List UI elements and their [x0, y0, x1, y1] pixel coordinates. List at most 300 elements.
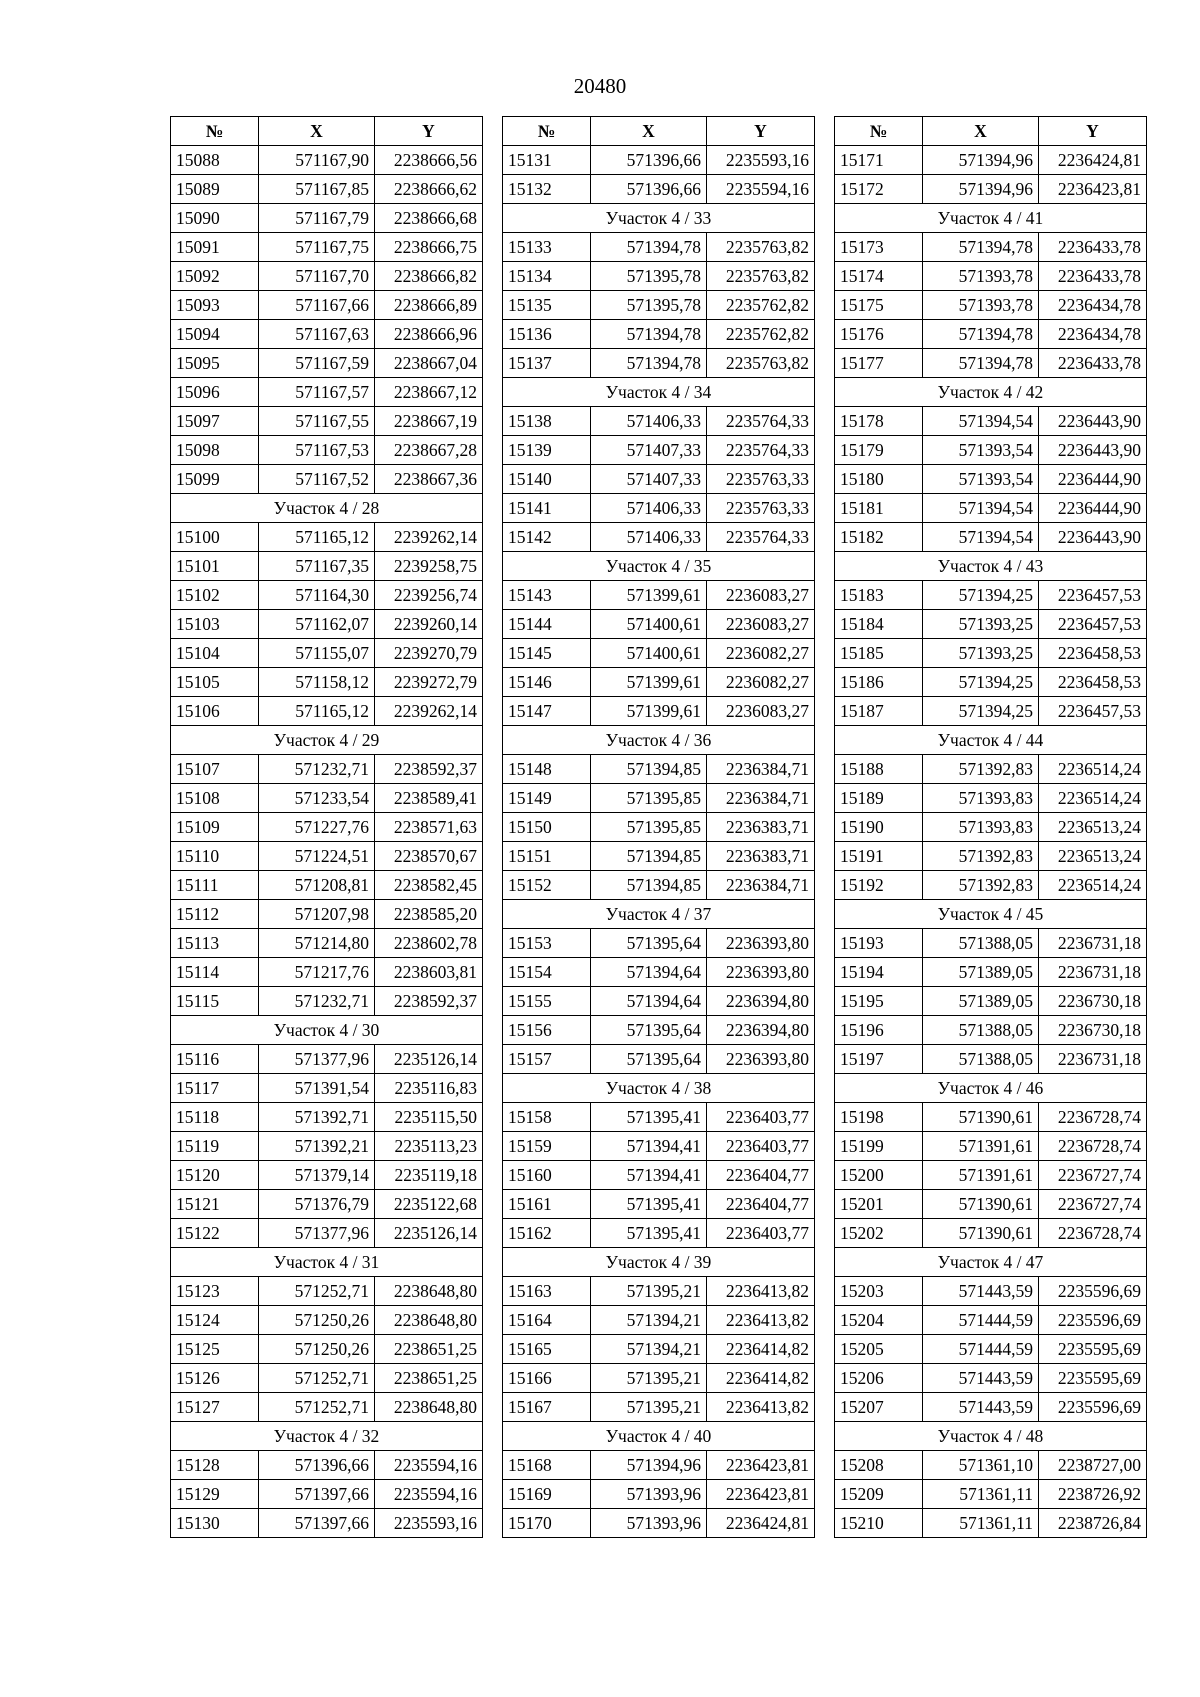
point-number: 15113 — [171, 929, 259, 958]
table-row — [835, 755, 1147, 784]
table-row — [503, 1045, 815, 1074]
table-row — [171, 204, 483, 233]
coord-x: 571208,81 — [259, 871, 375, 900]
coord-x: 571392,83 — [923, 755, 1039, 784]
table-header-row — [171, 117, 483, 146]
point-number: 15161 — [503, 1190, 591, 1219]
point-number: 15173 — [835, 233, 923, 262]
coord-y: 2238667,12 — [375, 378, 483, 407]
coord-x: 571397,66 — [259, 1509, 375, 1538]
table-row — [503, 668, 815, 697]
coord-x: 571400,61 — [591, 610, 707, 639]
table-row — [835, 465, 1147, 494]
coord-x: 571394,85 — [591, 871, 707, 900]
table-row — [503, 436, 815, 465]
coord-x: 571395,21 — [591, 1277, 707, 1306]
table-header-row — [503, 117, 815, 146]
point-number: 15210 — [835, 1509, 923, 1538]
coord-x: 571396,66 — [591, 146, 707, 175]
table-row — [835, 1103, 1147, 1132]
coord-y: 2235594,16 — [375, 1480, 483, 1509]
coord-x: 571165,12 — [259, 523, 375, 552]
coord-x: 571443,59 — [923, 1364, 1039, 1393]
point-number: 15108 — [171, 784, 259, 813]
coord-x: 571167,90 — [259, 146, 375, 175]
coord-x: 571388,05 — [923, 1016, 1039, 1045]
section-title: Участок 4 / 34 — [503, 378, 815, 407]
table-row — [171, 146, 483, 175]
point-number: 15188 — [835, 755, 923, 784]
point-number: 15138 — [503, 407, 591, 436]
point-number: 15164 — [503, 1306, 591, 1335]
coord-y: 2236433,78 — [1039, 233, 1147, 262]
point-number: 15141 — [503, 494, 591, 523]
table-row — [835, 1190, 1147, 1219]
coord-x: 571389,05 — [923, 958, 1039, 987]
table-row — [835, 494, 1147, 523]
table-row — [835, 146, 1147, 175]
coord-y: 2235596,69 — [1039, 1306, 1147, 1335]
coord-x: 571167,53 — [259, 436, 375, 465]
table-row — [503, 755, 815, 784]
coord-x: 571162,07 — [259, 610, 375, 639]
table-row — [835, 1393, 1147, 1422]
table-row — [503, 262, 815, 291]
point-number: 15198 — [835, 1103, 923, 1132]
section-row — [503, 726, 815, 755]
section-title: Участок 4 / 28 — [171, 494, 483, 523]
coord-y: 2235763,82 — [707, 262, 815, 291]
point-number: 15153 — [503, 929, 591, 958]
coord-y: 2235122,68 — [375, 1190, 483, 1219]
point-number: 15111 — [171, 871, 259, 900]
coord-y: 2236731,18 — [1039, 958, 1147, 987]
coord-y: 2238602,78 — [375, 929, 483, 958]
table-row — [171, 755, 483, 784]
coord-y: 2235763,82 — [707, 233, 815, 262]
table-row — [503, 1161, 815, 1190]
point-number: 15100 — [171, 523, 259, 552]
table-row — [835, 291, 1147, 320]
coord-x: 571394,96 — [923, 175, 1039, 204]
coord-y: 2236404,77 — [707, 1190, 815, 1219]
header-y: Y — [375, 117, 483, 146]
point-number: 15160 — [503, 1161, 591, 1190]
table-row — [171, 929, 483, 958]
table-row — [835, 1509, 1147, 1538]
section-row — [835, 1074, 1147, 1103]
coord-y: 2239270,79 — [375, 639, 483, 668]
point-number: 15140 — [503, 465, 591, 494]
table-row — [171, 262, 483, 291]
table-row — [171, 1103, 483, 1132]
table-row — [835, 1277, 1147, 1306]
section-title: Участок 4 / 43 — [835, 552, 1147, 581]
point-number: 15193 — [835, 929, 923, 958]
coord-y: 2238666,75 — [375, 233, 483, 262]
coord-x: 571165,12 — [259, 697, 375, 726]
table-row — [503, 1219, 815, 1248]
coord-x: 571394,96 — [591, 1451, 707, 1480]
point-number: 15178 — [835, 407, 923, 436]
table-row — [503, 581, 815, 610]
point-number: 15129 — [171, 1480, 259, 1509]
table-row — [171, 900, 483, 929]
coord-y: 2236443,90 — [1039, 436, 1147, 465]
coord-x: 571167,35 — [259, 552, 375, 581]
coord-y: 2236393,80 — [707, 958, 815, 987]
coord-y: 2238592,37 — [375, 987, 483, 1016]
coord-x: 571392,71 — [259, 1103, 375, 1132]
table-row — [503, 146, 815, 175]
coord-x: 571391,61 — [923, 1132, 1039, 1161]
point-number: 15179 — [835, 436, 923, 465]
coord-x: 571158,12 — [259, 668, 375, 697]
table-row — [171, 1190, 483, 1219]
coord-y: 2236513,24 — [1039, 842, 1147, 871]
section-title: Участок 4 / 44 — [835, 726, 1147, 755]
point-number: 15158 — [503, 1103, 591, 1132]
table-row — [835, 1451, 1147, 1480]
section-row — [835, 378, 1147, 407]
table-row — [503, 349, 815, 378]
coord-x: 571250,26 — [259, 1306, 375, 1335]
point-number: 15088 — [171, 146, 259, 175]
coord-x: 571394,54 — [923, 407, 1039, 436]
section-row — [503, 1074, 815, 1103]
coord-y: 2239262,14 — [375, 697, 483, 726]
coord-x: 571164,30 — [259, 581, 375, 610]
point-number: 15096 — [171, 378, 259, 407]
coord-y: 2236423,81 — [1039, 175, 1147, 204]
coord-x: 571395,21 — [591, 1364, 707, 1393]
section-title: Участок 4 / 47 — [835, 1248, 1147, 1277]
coord-x: 571167,66 — [259, 291, 375, 320]
coord-x: 571395,41 — [591, 1219, 707, 1248]
point-number: 15146 — [503, 668, 591, 697]
table-row — [835, 1219, 1147, 1248]
coord-y: 2235595,69 — [1039, 1335, 1147, 1364]
point-number: 15136 — [503, 320, 591, 349]
coord-y: 2239256,74 — [375, 581, 483, 610]
point-number: 15192 — [835, 871, 923, 900]
coord-y: 2238666,56 — [375, 146, 483, 175]
coord-x: 571252,71 — [259, 1277, 375, 1306]
point-number: 15137 — [503, 349, 591, 378]
coord-x: 571395,41 — [591, 1103, 707, 1132]
coord-x: 571393,96 — [591, 1509, 707, 1538]
coord-y: 2238582,45 — [375, 871, 483, 900]
point-number: 15092 — [171, 262, 259, 291]
point-number: 15184 — [835, 610, 923, 639]
coord-x: 571392,83 — [923, 842, 1039, 871]
table-row — [171, 233, 483, 262]
table-row — [835, 1132, 1147, 1161]
table-row — [171, 958, 483, 987]
coord-x: 571379,14 — [259, 1161, 375, 1190]
coord-x: 571217,76 — [259, 958, 375, 987]
section-title: Участок 4 / 45 — [835, 900, 1147, 929]
point-number: 15128 — [171, 1451, 259, 1480]
table-row — [835, 262, 1147, 291]
point-number: 15118 — [171, 1103, 259, 1132]
coord-x: 571394,21 — [591, 1306, 707, 1335]
section-row — [503, 552, 815, 581]
coord-x: 571393,78 — [923, 291, 1039, 320]
point-number: 15114 — [171, 958, 259, 987]
coord-y: 2236444,90 — [1039, 494, 1147, 523]
point-number: 15144 — [503, 610, 591, 639]
coord-x: 571394,78 — [591, 233, 707, 262]
coord-y: 2239258,75 — [375, 552, 483, 581]
point-number: 15183 — [835, 581, 923, 610]
table-row — [503, 697, 815, 726]
coord-x: 571167,79 — [259, 204, 375, 233]
table-row — [171, 436, 483, 465]
coord-y: 2236730,18 — [1039, 1016, 1147, 1045]
coord-x: 571232,71 — [259, 755, 375, 784]
point-number: 15175 — [835, 291, 923, 320]
coord-x: 571167,75 — [259, 233, 375, 262]
coord-x: 571393,25 — [923, 639, 1039, 668]
point-number: 15157 — [503, 1045, 591, 1074]
point-number: 15185 — [835, 639, 923, 668]
coord-y: 2235126,14 — [375, 1045, 483, 1074]
coord-x: 571406,33 — [591, 494, 707, 523]
coord-x: 571394,85 — [591, 842, 707, 871]
point-number: 15142 — [503, 523, 591, 552]
coord-y: 2235764,33 — [707, 407, 815, 436]
table-row — [171, 697, 483, 726]
section-title: Участок 4 / 31 — [171, 1248, 483, 1277]
coord-x: 571377,96 — [259, 1045, 375, 1074]
table-row — [503, 1016, 815, 1045]
coordinates-table-left — [170, 116, 483, 1538]
coord-x: 571444,59 — [923, 1306, 1039, 1335]
table-row — [171, 1364, 483, 1393]
coord-x: 571393,78 — [923, 262, 1039, 291]
coord-y: 2235763,33 — [707, 494, 815, 523]
table-row — [171, 784, 483, 813]
table-row — [171, 1306, 483, 1335]
point-number: 15117 — [171, 1074, 259, 1103]
coord-x: 571394,41 — [591, 1132, 707, 1161]
point-number: 15135 — [503, 291, 591, 320]
coord-y: 2236393,80 — [707, 929, 815, 958]
table-row — [503, 320, 815, 349]
table-row — [171, 320, 483, 349]
coord-x: 571361,11 — [923, 1480, 1039, 1509]
point-number: 15120 — [171, 1161, 259, 1190]
coord-x: 571395,85 — [591, 784, 707, 813]
coord-y: 2236083,27 — [707, 697, 815, 726]
section-row — [171, 1016, 483, 1045]
point-number: 15208 — [835, 1451, 923, 1480]
point-number: 15139 — [503, 436, 591, 465]
coord-y: 2236458,53 — [1039, 668, 1147, 697]
coord-y: 2236514,24 — [1039, 784, 1147, 813]
coord-x: 571394,25 — [923, 581, 1039, 610]
coord-y: 2235116,83 — [375, 1074, 483, 1103]
point-number: 15170 — [503, 1509, 591, 1538]
point-number: 15119 — [171, 1132, 259, 1161]
point-number: 15203 — [835, 1277, 923, 1306]
coord-x: 571167,55 — [259, 407, 375, 436]
table-row — [503, 813, 815, 842]
coord-y: 2236383,71 — [707, 842, 815, 871]
coord-y: 2236458,53 — [1039, 639, 1147, 668]
coord-y: 2238585,20 — [375, 900, 483, 929]
table-row — [171, 1509, 483, 1538]
coord-x: 571392,83 — [923, 871, 1039, 900]
section-title: Участок 4 / 33 — [503, 204, 815, 233]
coord-y: 2236082,27 — [707, 639, 815, 668]
coord-y: 2236403,77 — [707, 1219, 815, 1248]
point-number: 15124 — [171, 1306, 259, 1335]
table-row — [171, 291, 483, 320]
coord-y: 2236727,74 — [1039, 1161, 1147, 1190]
coord-x: 571406,33 — [591, 407, 707, 436]
coord-y: 2236434,78 — [1039, 291, 1147, 320]
point-number: 15097 — [171, 407, 259, 436]
coord-x: 571393,25 — [923, 610, 1039, 639]
coord-x: 571232,71 — [259, 987, 375, 1016]
coord-y: 2236404,77 — [707, 1161, 815, 1190]
table-row — [171, 465, 483, 494]
coord-y: 2238666,62 — [375, 175, 483, 204]
coord-x: 571391,54 — [259, 1074, 375, 1103]
coord-y: 2236083,27 — [707, 610, 815, 639]
coord-x: 571167,57 — [259, 378, 375, 407]
point-number: 15093 — [171, 291, 259, 320]
section-title: Участок 4 / 29 — [171, 726, 483, 755]
point-number: 15152 — [503, 871, 591, 900]
coord-x: 571395,85 — [591, 813, 707, 842]
coord-x: 571394,21 — [591, 1335, 707, 1364]
coord-y: 2238726,84 — [1039, 1509, 1147, 1538]
coord-y: 2236384,71 — [707, 871, 815, 900]
point-number: 15095 — [171, 349, 259, 378]
coord-x: 571396,66 — [259, 1451, 375, 1480]
table-row — [171, 581, 483, 610]
table-row — [835, 871, 1147, 900]
table-row — [171, 175, 483, 204]
coord-x: 571444,59 — [923, 1335, 1039, 1364]
coord-y: 2235763,82 — [707, 349, 815, 378]
coord-x: 571390,61 — [923, 1103, 1039, 1132]
coord-y: 2238667,36 — [375, 465, 483, 494]
coord-x: 571394,54 — [923, 523, 1039, 552]
coord-y: 2238667,19 — [375, 407, 483, 436]
coord-x: 571392,21 — [259, 1132, 375, 1161]
coord-y: 2236457,53 — [1039, 581, 1147, 610]
point-number: 15147 — [503, 697, 591, 726]
section-row — [503, 900, 815, 929]
coord-y: 2239262,14 — [375, 523, 483, 552]
coord-y: 2236414,82 — [707, 1335, 815, 1364]
table-row — [171, 639, 483, 668]
point-number: 15162 — [503, 1219, 591, 1248]
table-row — [835, 175, 1147, 204]
table-row — [171, 378, 483, 407]
table-row — [503, 465, 815, 494]
coord-y: 2238667,28 — [375, 436, 483, 465]
point-number: 15150 — [503, 813, 591, 842]
coord-y: 2236728,74 — [1039, 1132, 1147, 1161]
coord-y: 2238651,25 — [375, 1335, 483, 1364]
coord-y: 2238666,96 — [375, 320, 483, 349]
coord-y: 2236413,82 — [707, 1393, 815, 1422]
section-title: Участок 4 / 46 — [835, 1074, 1147, 1103]
coord-y: 2235595,69 — [1039, 1364, 1147, 1393]
coord-x: 571224,51 — [259, 842, 375, 871]
coord-x: 571227,76 — [259, 813, 375, 842]
coord-y: 2239260,14 — [375, 610, 483, 639]
coord-x: 571252,71 — [259, 1364, 375, 1393]
section-row — [503, 204, 815, 233]
coord-x: 571393,83 — [923, 784, 1039, 813]
coord-y: 2238666,68 — [375, 204, 483, 233]
page-number: 20480 — [573, 74, 627, 98]
point-number: 15190 — [835, 813, 923, 842]
coord-x: 571388,05 — [923, 1045, 1039, 1074]
point-number: 15159 — [503, 1132, 591, 1161]
coord-x: 571406,33 — [591, 523, 707, 552]
coord-y: 2236433,78 — [1039, 262, 1147, 291]
coord-y: 2238571,63 — [375, 813, 483, 842]
section-title: Участок 4 / 30 — [171, 1016, 483, 1045]
coord-x: 571395,64 — [591, 929, 707, 958]
coord-x: 571394,96 — [923, 146, 1039, 175]
point-number: 15102 — [171, 581, 259, 610]
coord-x: 571393,96 — [591, 1480, 707, 1509]
point-number: 15151 — [503, 842, 591, 871]
coord-x: 571394,25 — [923, 668, 1039, 697]
coord-y: 2236433,78 — [1039, 349, 1147, 378]
table-row — [171, 987, 483, 1016]
coord-x: 571443,59 — [923, 1277, 1039, 1306]
point-number: 15202 — [835, 1219, 923, 1248]
point-number: 15105 — [171, 668, 259, 697]
header-x: X — [923, 117, 1039, 146]
coord-y: 2236514,24 — [1039, 871, 1147, 900]
coord-y: 2235593,16 — [375, 1509, 483, 1538]
coord-y: 2236384,71 — [707, 784, 815, 813]
section-title: Участок 4 / 36 — [503, 726, 815, 755]
coord-y: 2236393,80 — [707, 1045, 815, 1074]
table-row — [835, 842, 1147, 871]
coord-x: 571167,59 — [259, 349, 375, 378]
coord-x: 571395,21 — [591, 1393, 707, 1422]
table-row — [835, 523, 1147, 552]
table-row — [503, 1103, 815, 1132]
coord-y: 2236444,90 — [1039, 465, 1147, 494]
coord-y: 2236424,81 — [707, 1509, 815, 1538]
coord-x: 571167,52 — [259, 465, 375, 494]
table-row — [503, 233, 815, 262]
point-number: 15090 — [171, 204, 259, 233]
table-row — [835, 1480, 1147, 1509]
table-row — [835, 436, 1147, 465]
coordinates-table-right — [834, 116, 1147, 1538]
table-row — [503, 1451, 815, 1480]
point-number: 15177 — [835, 349, 923, 378]
table-row — [835, 1335, 1147, 1364]
coord-y: 2235763,33 — [707, 465, 815, 494]
point-number: 15098 — [171, 436, 259, 465]
table-row — [171, 1074, 483, 1103]
section-title: Участок 4 / 37 — [503, 900, 815, 929]
